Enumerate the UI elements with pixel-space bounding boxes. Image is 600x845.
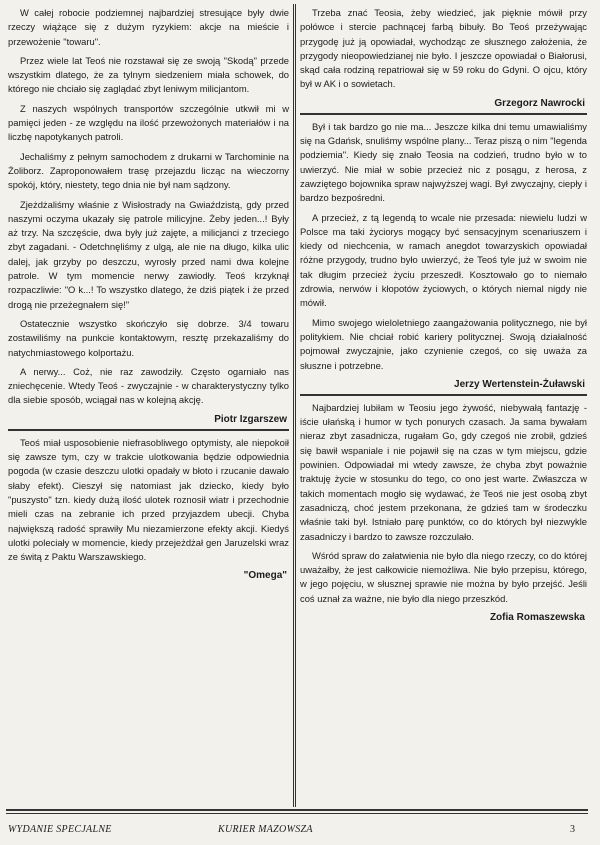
article-nawrocki: [300, 6, 587, 110]
paragraph: Jechaliśmy z pełnym samochodem z drukarni w Tarchominie na Żoliborz. Zaproponowałem trasę przejazdu licząc na wieczorny spokój, który, niestety, tego dnia nie był nam sądzony.: [8, 150, 289, 191]
author-signature: Jerzy Wertenstein-Żuławski: [454, 378, 585, 390]
paragraph: Ostatecznie wszystko skończyło się dobrze. 3/4 towaru zostawiliśmy na punkcie kontaktowym, resztę przekazaliśmy do natychmiastowego kolportażu.: [8, 317, 289, 358]
paragraph: A przecież, z tą legendą to wcale nie przesada: niewielu ludzi w Polsce ma taki życiorys mogący być sensacyjnym scenariuszem i kiedy od niechcenia, w ramach anegdot towarzyskich opowiadał różne przygody, trudno było uwierzyć, że Teoś tyle już w swoim nie tak długim przecież życiu przeszedł. Kosztowało go to niemało zdrowia, nerwów i kłopotów życiowych, o których niemal nigdy nie mówił.: [300, 211, 587, 309]
section-divider: [8, 429, 289, 431]
page-number: 3: [570, 824, 576, 835]
paragraph: Był i tak bardzo go nie ma... Jeszcze kilka dni temu umawialiśmy się na Gdańsk, snuliśmy wspólne plany... Teraz piszą o nim "legenda podziemia". Kiedy się znało Teosia na codzień, trudno było w to uwierzyć. Nie miał w sobie przecież nic z posągu, z herosa, z zawziętego bojownika spraw najwyższej wagi. Był zwyczajny, ciepły i bardzo bezpośredni.: [300, 120, 587, 204]
paragraph: Przez wiele lat Teoś nie rozstawał się ze swoją "Skodą" przede wszystkim dlatego, że za tylnym siedzeniem miała schowek, do którego nie chciało się zaglądać zbyt leniwym milicjantom.: [8, 54, 289, 95]
paragraph: Zjeżdżaliśmy właśnie z Wisłostrady na Gwiaździstą, gdy przed naszymi oczyma ukazały się patrole milicyjne. Żeby jeden...! Były aż trzy. Na szczęście, dwa były już zajęte, a milicjanci z trzeciego zbyt zagadani. - Odetchnęliśmy z ulgą, ale nie na długo, kilka ulic dalej, jak grzyby po deszczu, wyrosły przed nami dwa kolejne patrole. W tym momencie nerwy zawiodły. Teoś krzyknął rozpaczliwie: "O k...! To wszystko dlatego, że dziś piątek i że przed drogą nie przeżegnałem się!": [8, 198, 289, 310]
article-izgarszew: [8, 6, 289, 426]
article-romaszewska: [300, 401, 587, 624]
publication-name: KURIER MAZOWSZA: [218, 824, 313, 835]
edition-label: WYDANIE SPECJALNE: [8, 824, 112, 835]
paragraph: W całej robocie podziemnej najbardziej stresujące były dwie rzeczy wiążące się z dużym ryzykiem: akcje na mieście i przewożenie "towaru".: [8, 7, 289, 47]
section-divider: [300, 394, 587, 396]
paragraph: Wśród spraw do załatwienia nie było dla niego rzeczy, co do której uważałby, że jest całkowicie niemożliwa. Nie było przepisu, którego, w jego pojęciu, w słusznej sprawie nie można by było przejść. Jeśli coś uznał za ważne, nie było dla niego przeszkód.: [300, 549, 587, 604]
page-footer: [0, 809, 600, 845]
section-divider: [300, 113, 587, 115]
paragraph: Teoś miał usposobienie niefrasobliwego optymisty, ale niepokoił się zawsze tym, czy w trakcie ulotkowania będzie odpowiednia pogoda (w czasie deszczu ulotki opadały w błoto i rzucanie dawało słaby efekt). Cieszył się natomiast jak dziecko, kiedy było "puszysto" tzn. kiedy dużą ilość ulotek roznosił wiatr i przechodnie mieli czas na zebranie ich przed przyjazdem ubecji. Chyba największą radość sprawiły Mu niezamierzone efekty akcji. Kiedyś ulotki poleciały w momencie, kiedy przejeżdżał gen Jaruzelski wraz ze świtą z Paktu Warszawskiego.: [8, 436, 289, 563]
paragraph: Mimo swojego wieloletniego zaangażowania politycznego, nie był politykiem. Nie chciał robić kariery politycznej. Swoją działalność pojmował zwyczajnie, jako czynienie czegoś, co się uważa za słuszne i potrzebne.: [300, 316, 587, 371]
footer-rule: [6, 809, 588, 811]
author-signature: "Omega": [243, 570, 287, 582]
paragraph: Trzeba znać Teosia, żeby wiedzieć, jak pięknie mówił przy połówce i stercie pachnącej farbą bibuły. Bo Teoś przeżywając przygodę już ją opowiadał, wychodząc ze słusznego założenia, że przygody nieopowiedzianej nie było. I jeszcze opowiadał o Białorusi, skąd cała rodziną repatriował się w 59 roku do Gdyni. O ojcu, który był w AK i o sowietach.: [300, 7, 587, 90]
column-divider: [293, 4, 296, 807]
article-wertenstein: [300, 120, 587, 391]
author-signature: Zofia Romaszewska: [489, 611, 585, 623]
right-column: [300, 6, 587, 627]
author-signature: Piotr Izgarszew: [214, 413, 287, 425]
footer-rule: [6, 813, 588, 814]
paragraph: Z naszych wspólnych transportów szczególnie utkwił mi w pamięci jeden - ze względu na ilość przewożonych materiałów i na liczbę napotykanych patroli.: [8, 102, 289, 143]
paragraph: Najbardziej lubiłam w Teosiu jego żywość, niebywałą fantazję - iście ułańską i humor w tych ponurych czasach. Ja sama bywałam nieraz zbyt zasadnicza, rugałam Go, gdy czegoś nie zrobił, gdzieś się bawił wspaniale i nie pojawił się na czas w tym miejscu, gdzie powinien. Odpowiadał mi wtedy zawsze, że chyba zbyt poważnie traktuję życie w stosunku do tego, co ono jest warte. Zwłaszcza w takich momentach mogło się wydawać, że Teoś nie jest osobą zbyt zasadniczą, choć jestem przekonana, że gdzieś tam w środeczku właśnie taki był. Istniało parę punktów, co do których był niezwykle zasadniczy i bardzo to zawsze rozczulało.: [300, 401, 587, 542]
author-signature: Grzegorz Nawrocki: [494, 97, 585, 109]
left-column: [8, 6, 289, 585]
paragraph: A nerwy... Coż, nie raz zawodziły. Często ogarniało nas zniechęcenie. Wtedy Teoś - zwyczajnie - w charakterystyczny tylko dla siebie sposób, wciągał nas w kolejną akcję.: [8, 365, 289, 406]
article-omega: [8, 436, 289, 583]
